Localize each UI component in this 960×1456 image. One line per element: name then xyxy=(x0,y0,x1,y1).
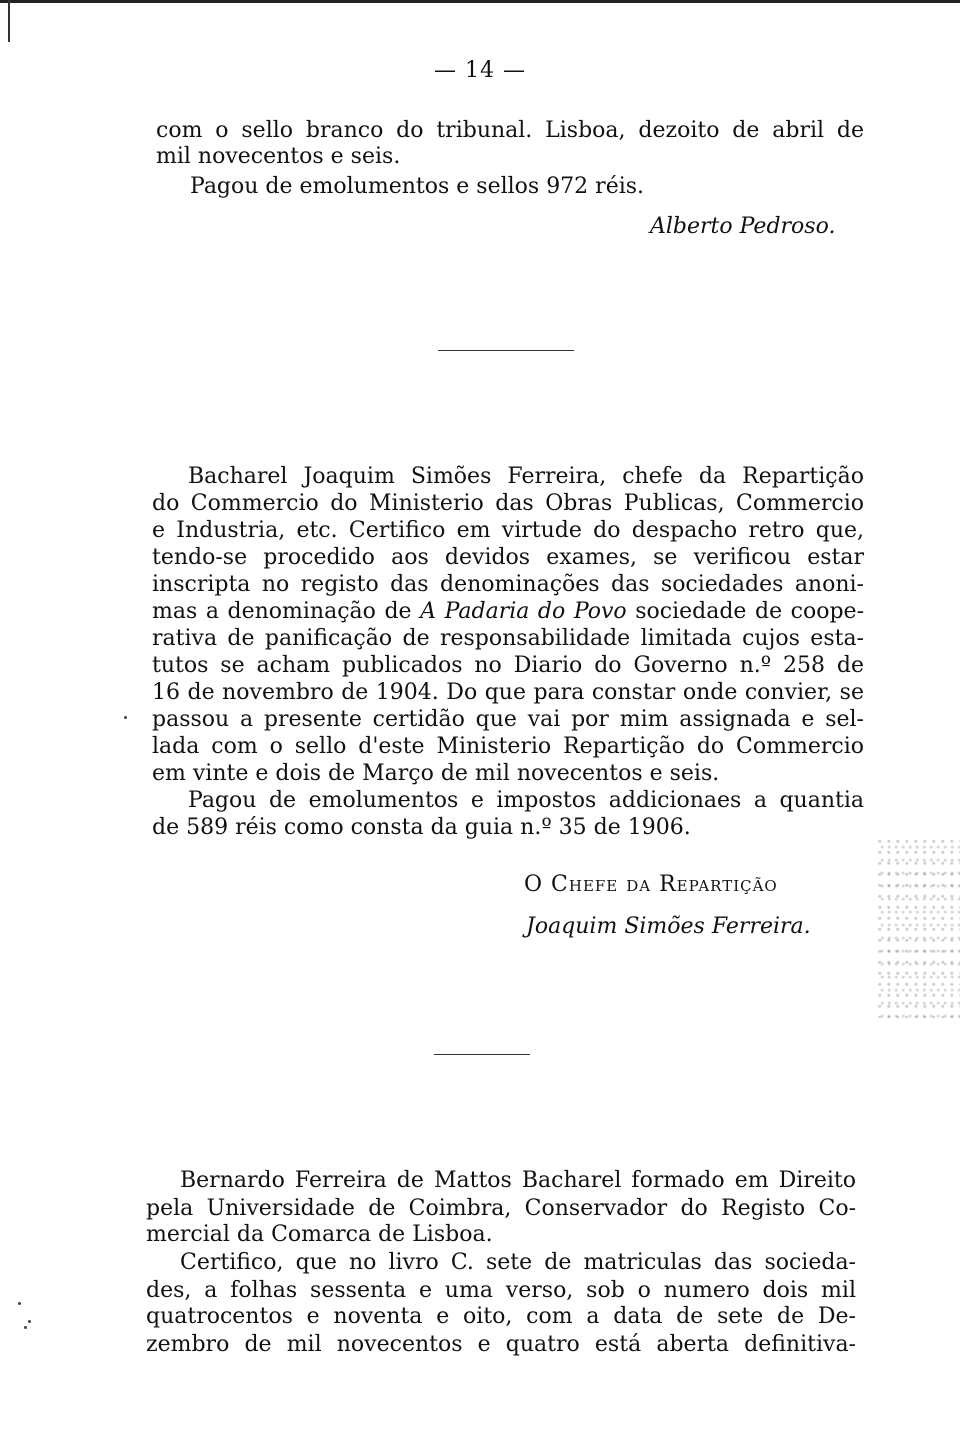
ink-speck xyxy=(124,716,127,719)
line-text: sociedade de coope- xyxy=(626,599,865,624)
page-edge-left xyxy=(8,0,10,42)
paragraph-line: tutos se acham publicados no Diario do Governo n.º 258 de xyxy=(152,653,864,678)
page-edge-top xyxy=(0,0,960,3)
paragraph-line: de 589 réis como consta da guia n.º 35 de 1906. xyxy=(152,815,691,840)
paragraph-line: pela Universidade de Coimbra, Conservador do Registo Co- xyxy=(146,1196,856,1221)
paragraph-line: tendo-se procedido aos devidos exames, se verificou estar xyxy=(152,545,864,570)
paragraph-line: mil novecentos e seis. xyxy=(156,144,401,169)
ink-speck xyxy=(24,1326,27,1329)
paragraph-line: 16 de novembro de 1904. Do que para constar onde convier, se xyxy=(152,680,864,705)
paragraph-line: com o sello branco do tribunal. Lisboa, dezoito de abril de xyxy=(156,118,864,143)
line-text: mas a denominação de xyxy=(152,599,421,624)
paragraph-line: do Commercio do Ministerio das Obras Publicas, Commercio xyxy=(152,491,864,516)
signature-joaquim-simoes-ferreira: Joaquim Simões Ferreira. xyxy=(526,914,811,939)
ink-speck xyxy=(18,1302,21,1305)
paragraph-line: lada com o sello d'este Ministerio Repartição do Commercio xyxy=(152,734,864,759)
paragraph-line: des, a folhas sessenta e uma verso, sob o numero dois mil xyxy=(146,1278,856,1303)
paragraph-line: Bernardo Ferreira de Mattos Bacharel formado em Direito xyxy=(180,1168,856,1193)
paragraph-line: zembro de mil novecentos e quatro está aberta definitiva- xyxy=(146,1332,856,1357)
signatory-title: O Chefe da Repartição xyxy=(524,872,778,897)
company-name: A Padaria do Povo xyxy=(420,599,627,624)
section-divider xyxy=(438,350,574,351)
page-number: — 14 — xyxy=(434,58,526,83)
paragraph-line xyxy=(152,599,864,625)
paragraph-line: Pagou de emolumentos e sellos 972 réis. xyxy=(190,174,645,199)
paragraph-line: passou a presente certidão que vai por mim assignada e sel- xyxy=(152,707,864,732)
paragraph-line: mercial da Comarca de Lisboa. xyxy=(146,1222,493,1247)
paragraph-line: inscripta no registo das denominações das sociedades anoni- xyxy=(152,572,864,597)
paper-stain xyxy=(878,838,960,1018)
paragraph-line: rativa de panificação de responsabilidade limitada cujos esta- xyxy=(152,626,864,651)
paragraph-line: Bacharel Joaquim Simões Ferreira, chefe da Repartição xyxy=(188,464,864,489)
paragraph-line: em vinte e dois de Março de mil novecentos e seis. xyxy=(152,761,720,786)
paragraph-line: quatrocentos e noventa e oito, com a data de sete de De- xyxy=(146,1304,856,1329)
paragraph-line: Pagou de emolumentos e impostos addicionaes a quantia xyxy=(188,788,864,813)
paragraph-line: Certifico, que no livro C. sete de matriculas das socieda- xyxy=(180,1250,856,1275)
ink-speck xyxy=(28,1320,31,1323)
section-divider xyxy=(434,1054,530,1055)
paragraph-line: e Industria, etc. Certifico em virtude do despacho retro que, xyxy=(152,518,864,543)
signature-alberto-pedroso: Alberto Pedroso. xyxy=(650,214,836,239)
